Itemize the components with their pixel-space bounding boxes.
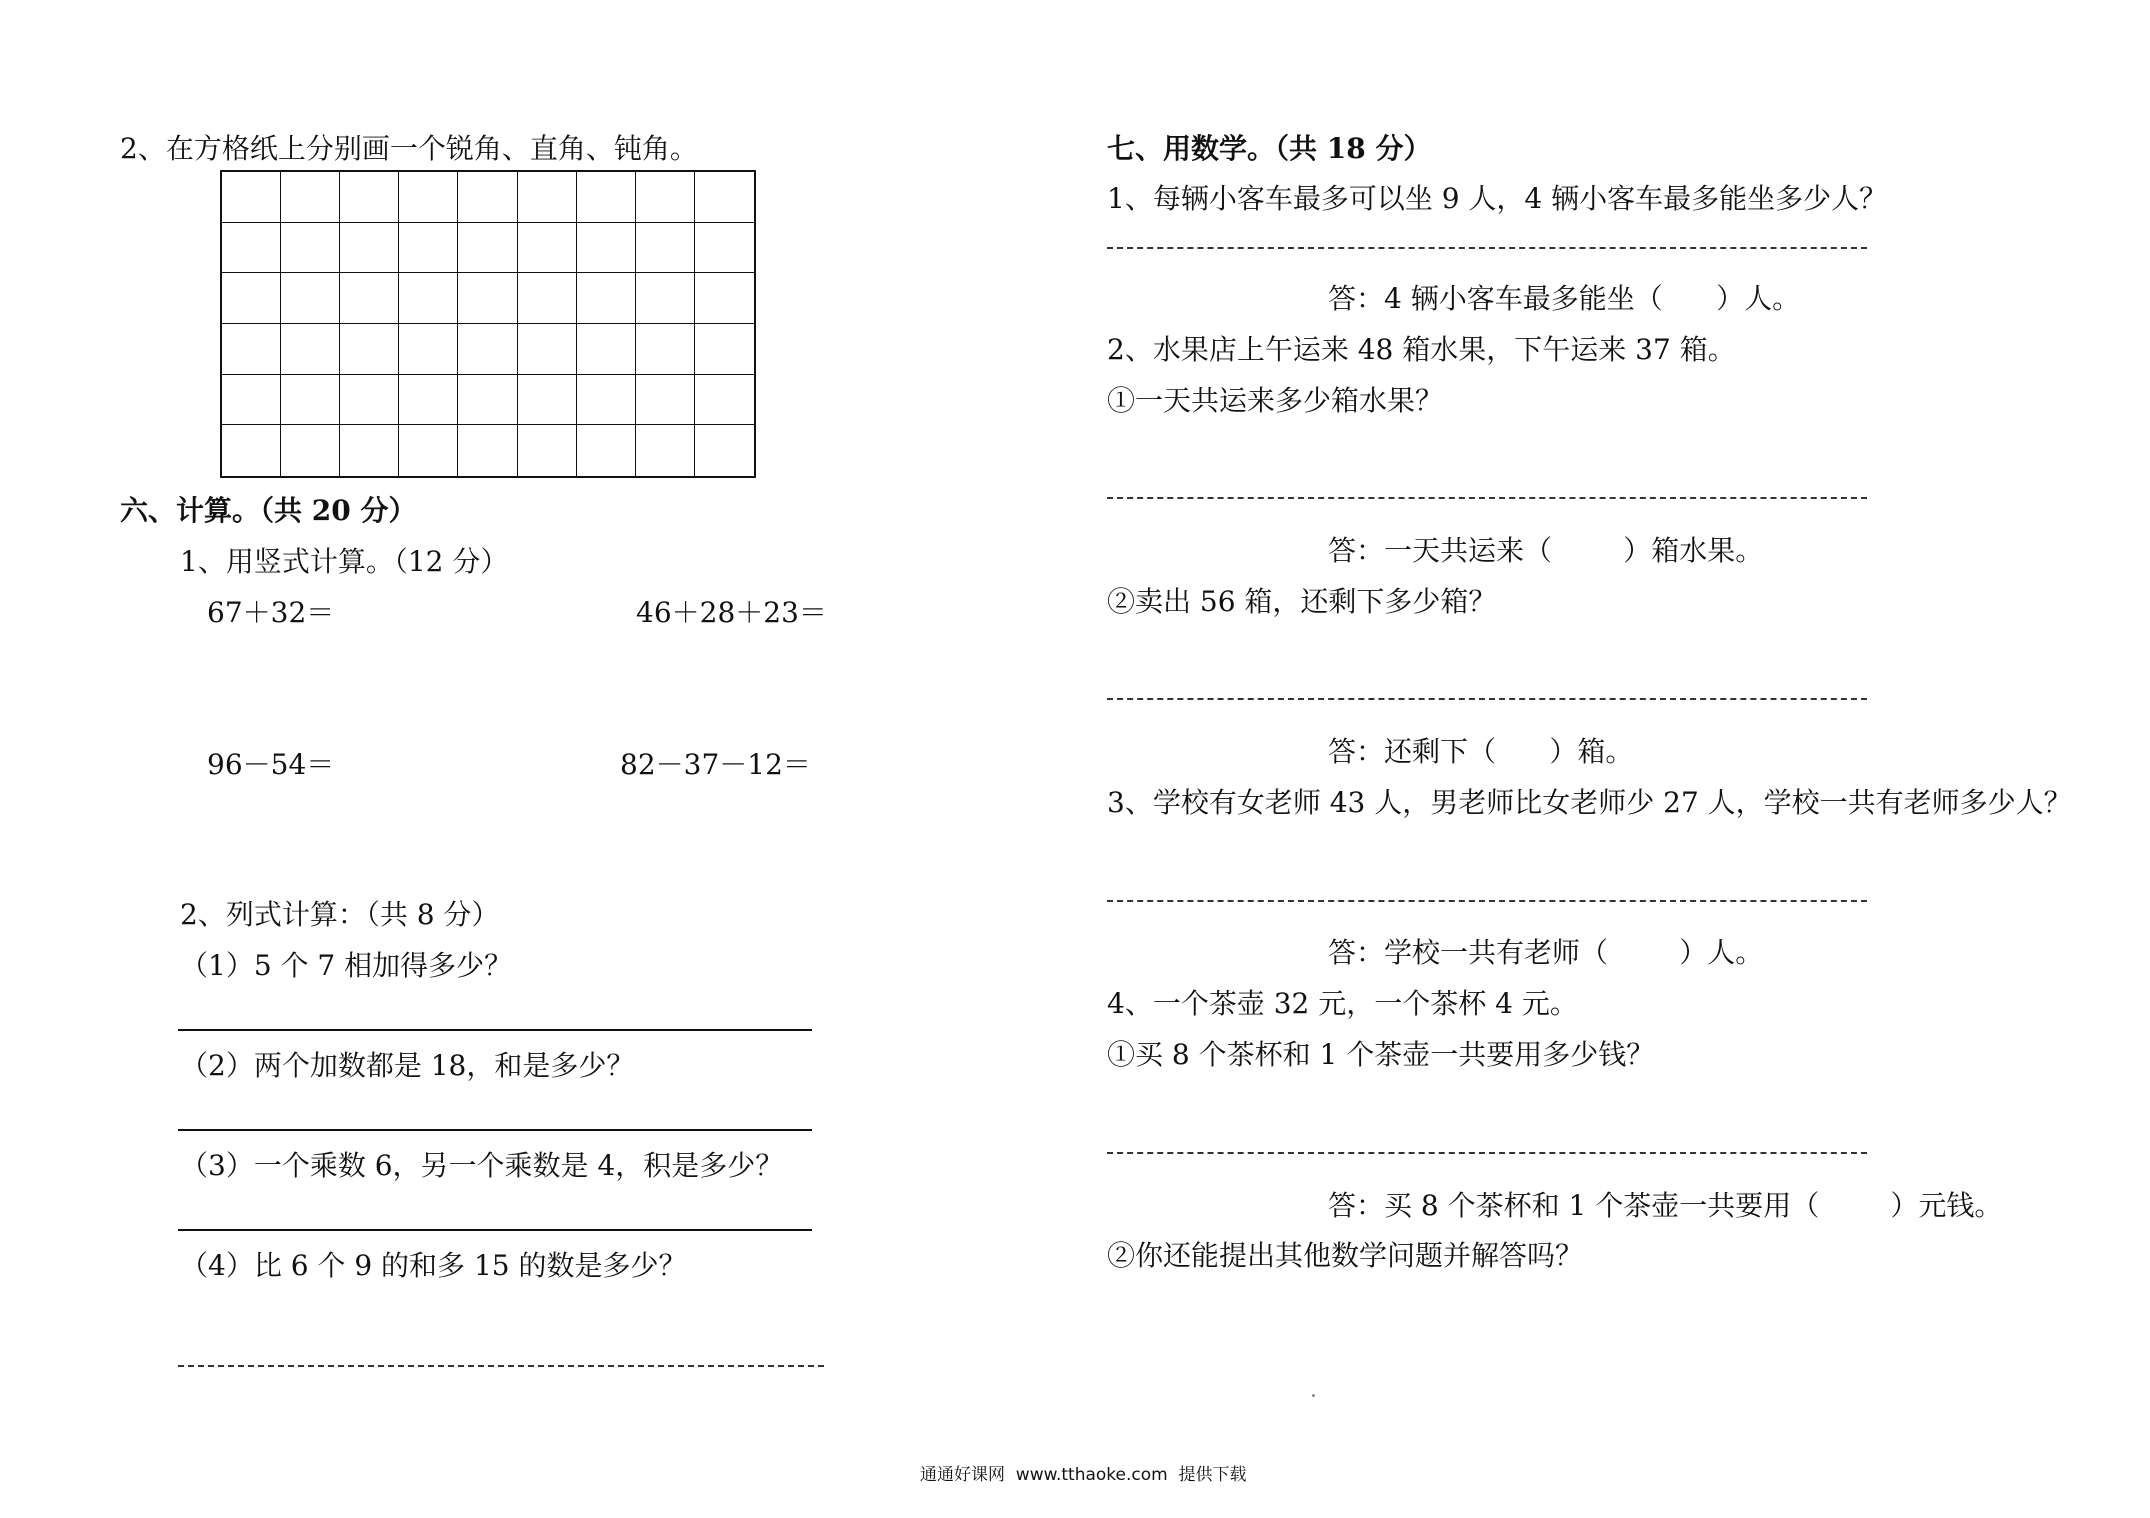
answer-7-1: 答：4 辆小客车最多能坐（ ）人。 [1328,282,1801,315]
grid-paper[interactable] [220,170,756,478]
question-7-4-1: ①买 8 个茶杯和 1 个茶壶一共要用多少钱？ [1107,1038,1655,1071]
list-calc-item-3: （3）一个乘数 6，另一个乘数是 4，积是多少？ [180,1149,784,1182]
section-6-title: 六、计算。（共 20 分） [120,494,417,527]
answer-7-3: 答：学校一共有老师（ ）人。 [1328,936,1764,969]
answer-line-4[interactable] [178,1365,824,1367]
section-6-q1-title: 1、用竖式计算。（12 分） [180,545,509,578]
list-calc-item-2: （2）两个加数都是 18，和是多少？ [180,1049,635,1082]
question-7-2: 2、水果店上午运来 48 箱水果，下午运来 37 箱。 [1107,333,1736,366]
work-line-7-1[interactable] [1107,247,1867,249]
question-7-2-2: ②卖出 56 箱，还剩下多少箱？ [1107,585,1497,618]
section-7-title: 七、用数学。（共 18 分） [1107,132,1432,165]
question-7-1: 1、每辆小客车最多可以坐 9 人，4 辆小客车最多能坐多少人？ [1107,182,1888,215]
question-7-3: 3、学校有女老师 43 人，男老师比女老师少 27 人，学校一共有老师多少人？ [1107,786,2072,819]
calc-3: 96－54＝ [207,748,335,781]
question-7-4-2: ②你还能提出其他数学问题并解答吗？ [1107,1239,1584,1272]
answer-7-2-1: 答：一天共运来（ ）箱水果。 [1328,534,1764,567]
scan-dot [1312,1394,1315,1397]
list-calc-item-4: （4）比 6 个 9 的和多 15 的数是多少？ [180,1249,687,1282]
calc-2: 46＋28＋23＝ [636,596,827,629]
question-2-draw-angles: 2、在方格纸上分别画一个锐角、直角、钝角。 [120,132,698,165]
calc-1: 67＋32＝ [207,596,335,629]
section-6-q2-title: 2、列式计算：（共 8 分） [180,898,500,931]
list-calc-item-1: （1）5 个 7 相加得多少？ [180,949,513,982]
work-line-7-2-1[interactable] [1107,497,1867,499]
work-line-7-4-1[interactable] [1107,1152,1867,1154]
question-7-4: 4、一个茶壶 32 元，一个茶杯 4 元。 [1107,987,1578,1020]
question-7-2-1: ①一天共运来多少箱水果？ [1107,384,1444,417]
work-line-7-2-2[interactable] [1107,698,1867,700]
answer-line-2[interactable] [178,1129,812,1131]
work-line-7-3[interactable] [1107,900,1867,902]
answer-7-2-2: 答：还剩下（ ）箱。 [1328,735,1634,768]
answer-line-3[interactable] [178,1229,812,1231]
answer-7-4-1: 答：买 8 个茶杯和 1 个茶壶一共要用（ ）元钱。 [1328,1189,2003,1222]
footer-credit: 通通好课网 www.tthaoke.com 提供下载 [920,1465,1247,1485]
answer-line-1[interactable] [178,1029,812,1031]
calc-4: 82－37－12＝ [620,748,811,781]
